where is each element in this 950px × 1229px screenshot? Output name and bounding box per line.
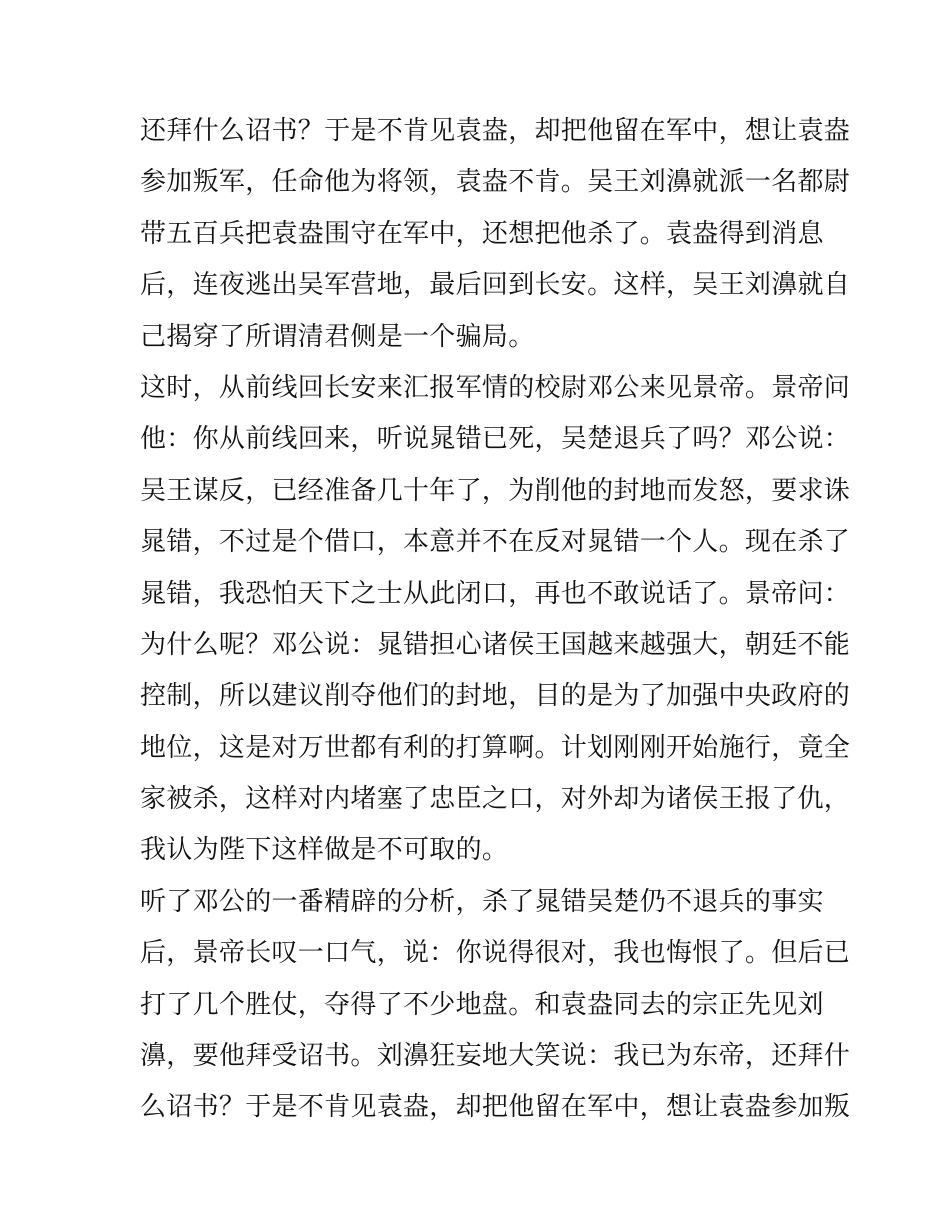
text-line: 濞，要他拜受诏书。刘濞狂妄地大笑说：我已为东帝，还拜什 xyxy=(140,1041,851,1072)
text-line: 听了邓公的一番精辟的分析，杀了晁错吴楚仍不退兵的事实 xyxy=(140,886,824,917)
text-line: 吴王谋反，已经准备几十年了，为削他的封地而发怒，要求诛 xyxy=(140,475,851,506)
text-line: 后，景帝长叹一口气，说：你说得很对，我也悔恨了。但后已 xyxy=(140,938,851,969)
text-line: 己揭穿了所谓清君侧是一个骗局。 xyxy=(140,321,535,352)
text-line: 晁错，我恐怕天下之士从此闭口，再也不敢说话了。景帝问： xyxy=(140,578,851,609)
text-line: 后，连夜逃出吴军营地，最后回到长安。这样，吴王刘濞就自 xyxy=(140,270,851,301)
text-line: 控制，所以建议削夺他们的封地，目的是为了加强中央政府的 xyxy=(140,681,851,712)
text-line: 带五百兵把袁盎围守在军中，还想把他杀了。袁盎得到消息 xyxy=(140,218,824,249)
text-line: 打了几个胜仗，夺得了不少地盘。和袁盎同去的宗正先见刘 xyxy=(140,989,824,1020)
text-line: 晁错，不过是个借口，本意并不在反对晁错一个人。现在杀了 xyxy=(140,527,851,558)
text-line: 这时，从前线回长安来汇报军情的校尉邓公来见景帝。景帝问 xyxy=(140,372,851,403)
text-line: 为什么呢？邓公说：晁错担心诸侯王国越来越强大，朝廷不能 xyxy=(140,629,851,660)
text-line: 地位，这是对万世都有利的打算啊。计划刚刚开始施行，竟全 xyxy=(140,732,851,763)
text-line: 么诏书？于是不肯见袁盎，却把他留在军中，想让袁盎参加叛 xyxy=(140,1092,851,1123)
text-line: 他：你从前线回来，听说晁错已死，吴楚退兵了吗？邓公说： xyxy=(140,424,851,455)
text-line: 我认为陛下这样做是不可取的。 xyxy=(140,835,509,866)
text-line: 参加叛军，任命他为将领，袁盎不肯。吴王刘濞就派一名都尉 xyxy=(140,167,851,198)
text-line: 还拜什么诏书？于是不肯见袁盎，却把他留在军中，想让袁盎 xyxy=(140,116,851,146)
body-text xyxy=(140,106,851,1134)
text-line: 家被杀，这样对内堵塞了忠臣之口，对外却为诸侯王报了仇， xyxy=(140,784,851,815)
